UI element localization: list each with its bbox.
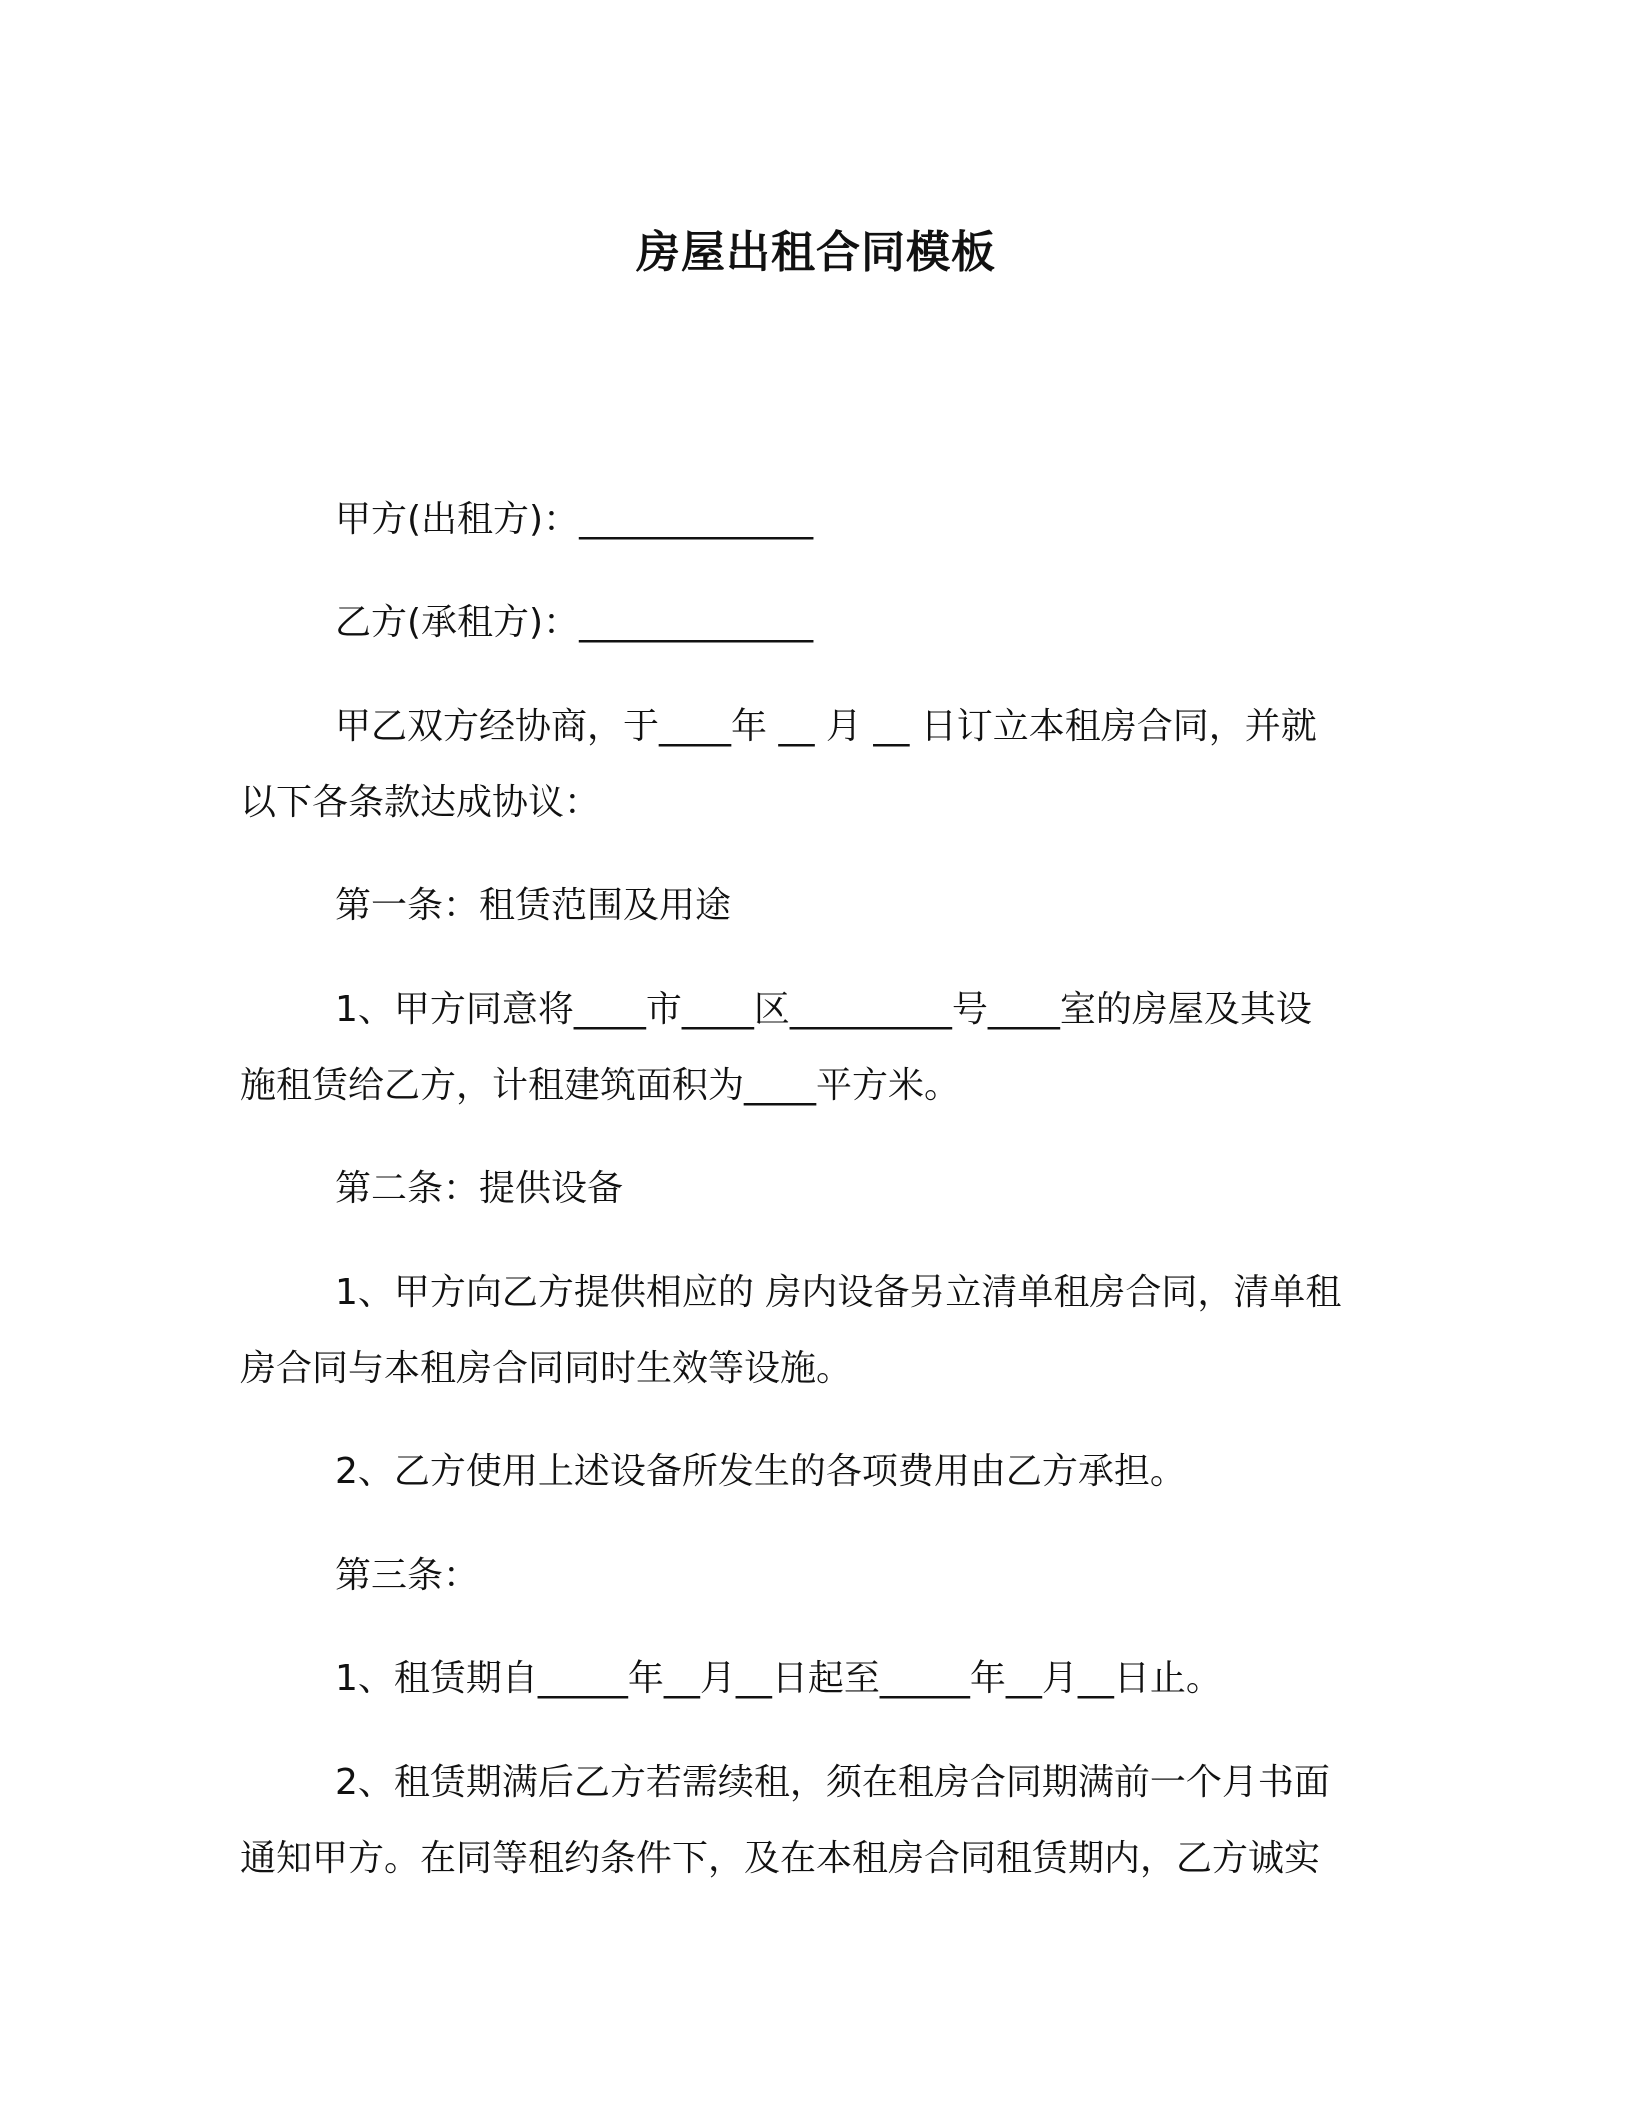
document-title: 房屋出租合同模板 xyxy=(636,227,996,278)
article-3-clause-2-line-1: 2、租赁期满后乙方若需续租，须在租房合同期满前一个月书面 xyxy=(335,1762,1330,1803)
article-2-clause-1-line-2: 房合同与本租房合同同时生效等设施。 xyxy=(240,1348,853,1389)
article-1-heading: 第一条：租赁范围及用途 xyxy=(335,885,732,926)
article-1-clause-1-line-1: 1、甲方同意将____市____区_________号____室的房屋及其设 xyxy=(335,989,1312,1030)
article-2-clause-1-line-1: 1、甲方向乙方提供相应的 房内设备另立清单租房合同，清单租 xyxy=(335,1272,1342,1313)
party-b-line: 乙方(承租方)：_____________ xyxy=(335,602,814,643)
preamble-line-1: 甲乙双方经协商，于____年 __ 月 __ 日订立本租房合同，并就 xyxy=(335,706,1317,747)
article-1-clause-1-line-2: 施租赁给乙方，计租建筑面积为____平方米。 xyxy=(240,1065,961,1106)
article-3-clause-1: 1、租赁期自_____年__月__日起至_____年__月__日止。 xyxy=(335,1658,1222,1699)
party-a-line: 甲方(出租方)：_____________ xyxy=(335,499,814,540)
article-3-clause-2-line-2: 通知甲方。在同等租约条件下，及在本租房合同租赁期内，乙方诚实 xyxy=(240,1838,1321,1879)
article-3-heading: 第三条： xyxy=(335,1555,480,1596)
article-2-heading: 第二条：提供设备 xyxy=(335,1168,624,1209)
article-2-clause-2: 2、乙方使用上述设备所发生的各项费用由乙方承担。 xyxy=(335,1451,1186,1492)
preamble-line-2: 以下各条款达成协议： xyxy=(240,782,601,823)
